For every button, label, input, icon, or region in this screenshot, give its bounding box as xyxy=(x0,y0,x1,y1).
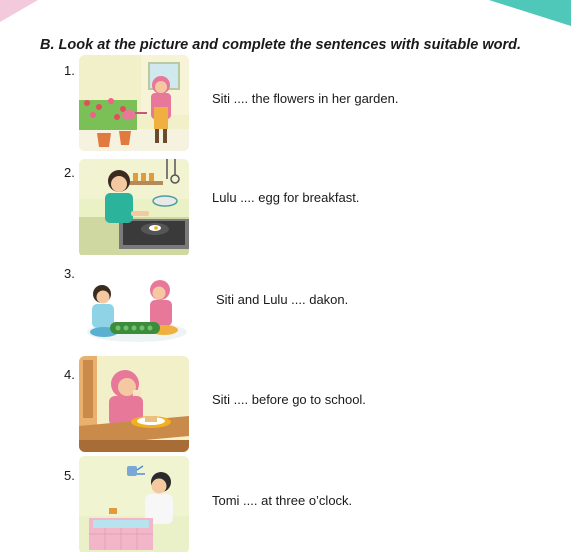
picture-girl-eating-bread xyxy=(79,356,189,452)
item-number: 1. xyxy=(64,63,75,78)
sentence-5: Tomi .... at three o’clock. xyxy=(212,493,353,508)
corner-decoration-left xyxy=(0,0,38,22)
sentence-4: Siti .... before go to school. xyxy=(212,392,366,407)
item-number: 5. xyxy=(64,468,75,483)
sentence-3: Siti and Lulu .... dakon. xyxy=(216,292,349,307)
exercise-heading: B. Look at the picture and complete the sentences with suitable word. xyxy=(40,37,521,53)
sentence-1: Siti .... the flowers in her garden. xyxy=(212,91,399,106)
corner-decoration-right xyxy=(479,0,571,26)
item-number: 4. xyxy=(64,367,75,382)
picture-girl-frying-egg xyxy=(79,159,189,257)
sentence-2: Lulu .... egg for breakfast. xyxy=(212,190,360,205)
picture-girl-watering-flowers xyxy=(79,55,189,151)
picture-girls-playing-dakon xyxy=(82,260,192,356)
picture-boy-taking-bath xyxy=(79,456,189,554)
item-number: 3. xyxy=(64,266,75,281)
item-number: 2. xyxy=(64,165,75,180)
